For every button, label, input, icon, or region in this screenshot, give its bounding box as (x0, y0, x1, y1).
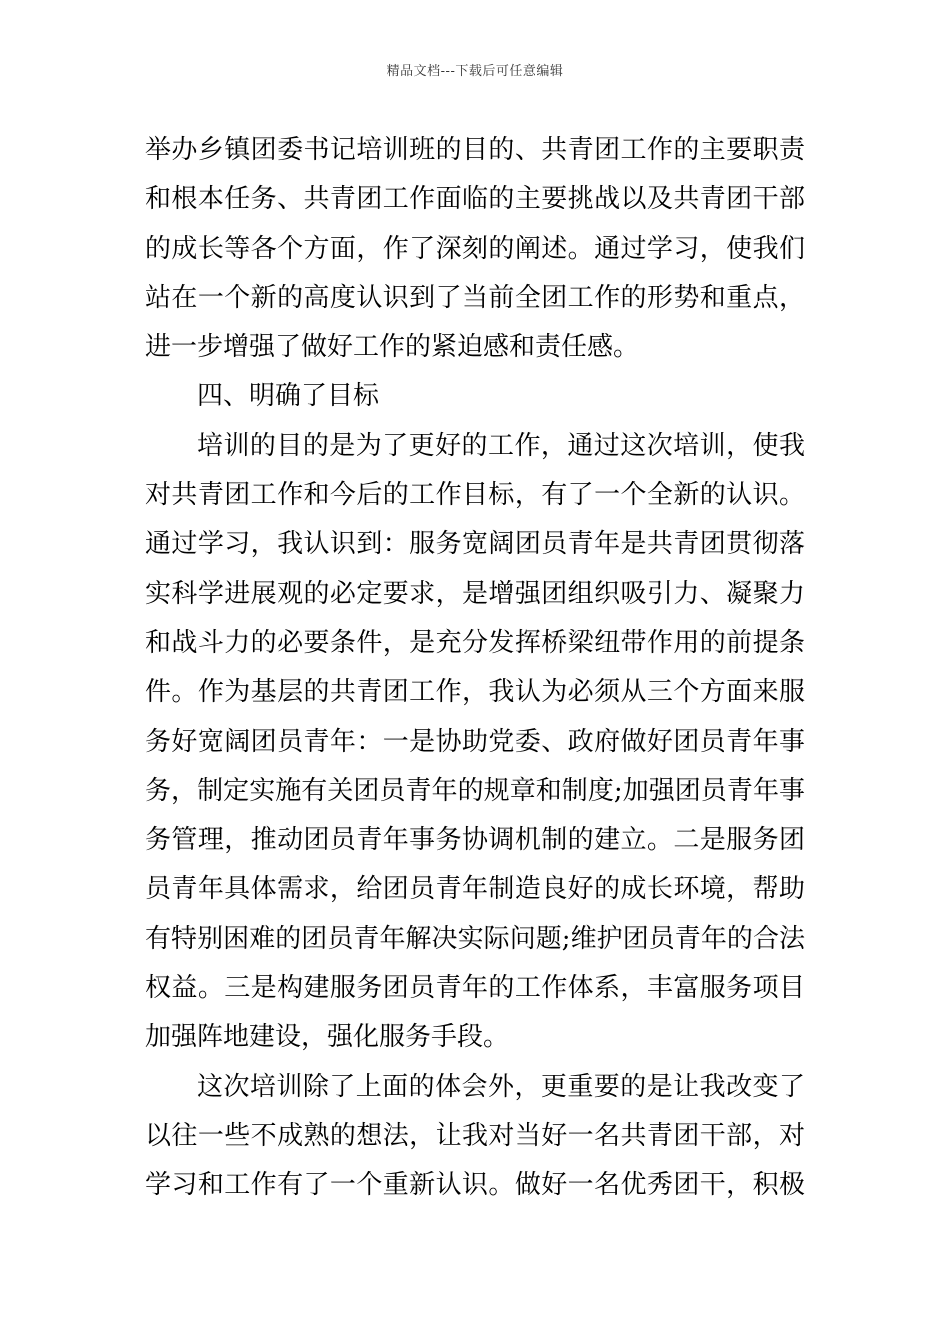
text-line: 对共青团工作和今后的工作目标，有了一个全新的认识。 (145, 480, 805, 511)
text-line: 和根本任务、共青团工作面临的主要挑战以及共青团干部 (145, 184, 805, 215)
text-line: 进一步增强了做好工作的紧迫感和责任感。 (145, 332, 640, 363)
text-line: 员青年具体需求，给团员青年制造良好的成长环境，帮助 (145, 874, 805, 905)
text-line: 加强阵地建设，强化服务手段。 (145, 1022, 510, 1053)
page-header: 精品文档---下载后可任意编辑 (386, 64, 564, 79)
text-line: 举办乡镇团委书记培训班的目的、共青团工作的主要职责 (145, 135, 805, 165)
text-line: 实科学进展观的必定要求，是增强团组织吸引力、凝聚力 (145, 578, 805, 609)
text-line: 务好宽阔团员青年：一是协助党委、政府做好团员青年事 (145, 726, 805, 757)
text-line: 四、明确了目标 (197, 381, 380, 412)
text-line: 培训的目的是为了更好的工作，通过这次培训，使我 (197, 430, 805, 461)
text-line: 通过学习，我认识到：服务宽阔团员青年是共青团贯彻落 (145, 529, 805, 560)
text-line: 和战斗力的必要条件，是充分发挥桥梁纽带作用的前提条 (145, 627, 805, 658)
text-line: 学习和工作有了一个重新认识。做好一名优秀团干，积极 (145, 1170, 805, 1201)
text-line: 权益。三是构建服务团员青年的工作体系，丰富服务项目 (145, 973, 805, 1004)
text-line: 的成长等各个方面，作了深刻的阐述。通过学习，使我们 (145, 233, 805, 264)
document-body (145, 126, 805, 1211)
text-line: 有特别困难的团员青年解决实际问题;维护团员青年的合法 (145, 923, 805, 954)
text-line: 件。作为基层的共青团工作，我认为必须从三个方面来服 (145, 677, 805, 708)
text-line: 务管理，推动团员青年事务协调机制的建立。二是服务团 (145, 825, 805, 856)
text-line: 以往一些不成熟的想法，让我对当好一名共青团干部，对 (145, 1120, 805, 1151)
text-line: 站在一个新的高度认识到了当前全团工作的形势和重点， (145, 282, 805, 313)
text-line: 这次培训除了上面的体会外，更重要的是让我改变了 (197, 1071, 805, 1102)
text-line: 务，制定实施有关团员青年的规章和制度;加强团员青年事 (145, 775, 805, 806)
